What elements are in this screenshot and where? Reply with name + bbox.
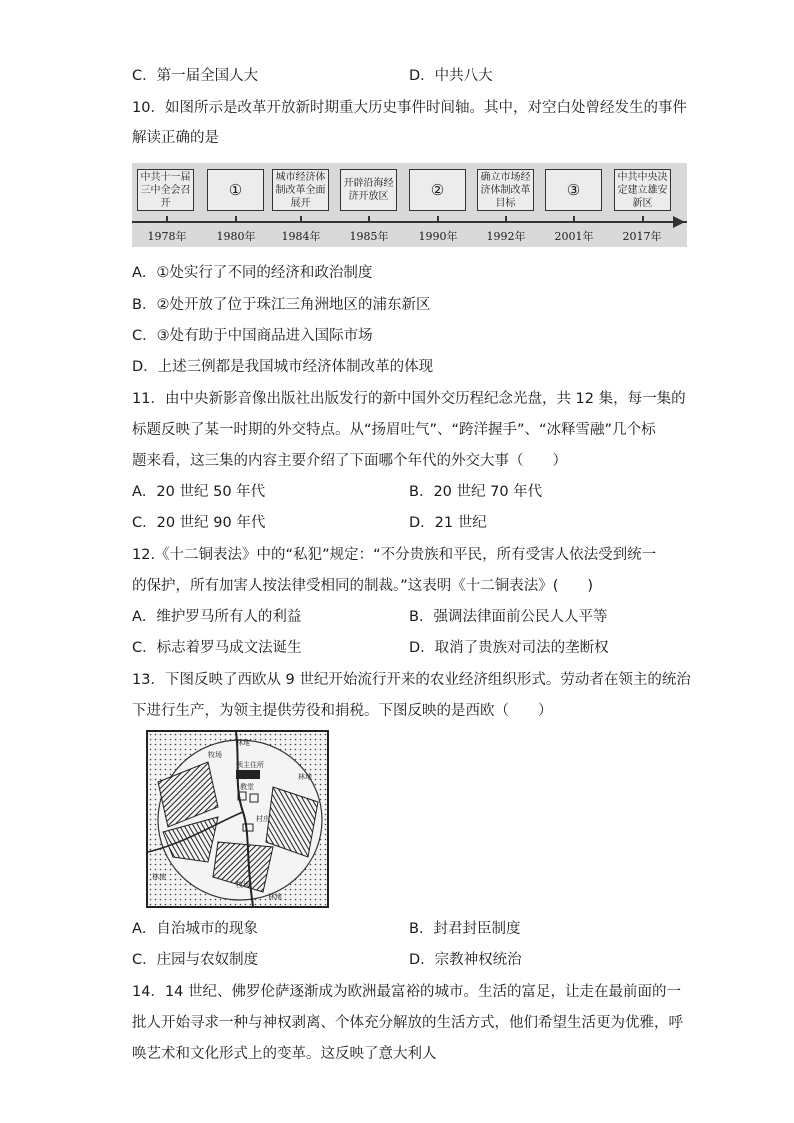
timeline-event-1: 中共十一届三中全会召开 <box>137 169 194 211</box>
timeline-event-4: 开辟沿海经济开放区 <box>340 169 397 211</box>
q12-option-d: D．取消了贵族对司法的垄断权 <box>409 640 609 656</box>
timeline-year: 2017年 <box>622 230 662 243</box>
timeline-year: 2001年 <box>554 230 594 243</box>
map-label-church: 教堂 <box>240 783 254 791</box>
q11-stem-line2: 标题反映了某一时期的外交特点。从“扬眉吐气”、“跨洋握手”、“冰释雪融”几个标 <box>132 422 656 438</box>
timeline-tick <box>166 216 168 223</box>
timeline-event-2: ① <box>207 169 264 211</box>
q12-stem-line1: 12.《十二铜表法》中的“私犯”规定：“不分贵族和平民，所有受害人依法受到统一 <box>132 547 657 563</box>
timeline-event-5: ② <box>409 169 466 211</box>
timeline-event-6: 确立市场经济体制改革目标 <box>477 169 534 211</box>
timeline-arrow-icon <box>673 216 685 228</box>
q9-option-c: C．第一届全国人大 <box>132 68 259 84</box>
timeline-year: 1978年 <box>147 230 187 243</box>
q10-option-d: D．上述三例都是我国城市经济体制改革的体现 <box>132 359 434 375</box>
q13-option-b: B．封君封臣制度 <box>409 921 521 937</box>
manor-map-figure <box>146 730 329 908</box>
timeline-event-8: 中共中央决定建立雄安新区 <box>614 169 671 211</box>
timeline-tick <box>368 216 370 223</box>
q10-stem-line1: 10．如图所示是改革开放新时期重大历史事件时间轴。其中，对空白处曾经发生的事件 <box>132 100 687 116</box>
timeline-year: 1984年 <box>281 230 321 243</box>
q13-option-c: C．庄园与农奴制度 <box>132 952 259 968</box>
map-label-woodland: 林地 <box>268 893 282 901</box>
q13-option-d: D．宗教神权统治 <box>409 952 522 968</box>
timeline-tick <box>573 216 575 223</box>
q13-stem-line2: 下进行生产，为领主提供劳役和捐税。下图反映的是西欧（ ） <box>132 703 553 719</box>
q11-stem-line1: 11．由中央新影音像出版社出版发行的新中国外交历程纪念光盘，共 12 集，每一集的 <box>132 391 686 407</box>
q13-option-a: A．自治城市的现象 <box>132 921 258 937</box>
timeline-event-3: 城市经济体制改革全面展开 <box>272 169 329 211</box>
q14-stem-line3: 唤艺术和文化形式上的变革。这反映了意大利人 <box>132 1046 437 1062</box>
timeline-year: 1980年 <box>216 230 256 243</box>
q14-stem-line2: 批人开始寻求一种与神权剥离、个体充分解放的生活方式，他们希望生活更为优雅，呼 <box>132 1015 683 1031</box>
q12-stem-line2: 的保护，所有加害人按法律受相同的制裁。”这表明《十二铜表法》( ) <box>132 578 594 594</box>
q9-option-d: D．中共八大 <box>409 68 493 84</box>
q10-option-b: B．②处开放了位于珠江三角洲地区的浦东新区 <box>132 297 431 313</box>
timeline-year: 1985年 <box>349 230 389 243</box>
timeline-tick <box>642 216 644 223</box>
map-label-pasture: 牧场 <box>236 881 250 889</box>
q11-stem-line3: 题来看，这三集的内容主要介绍了下面哪个年代的外交大事（ ） <box>132 453 567 469</box>
q12-option-c: C．标志着罗马成文法诞生 <box>132 640 302 656</box>
timeline-event-7: ③ <box>545 169 602 211</box>
q12-option-b: B．强调法律面前公民人人平等 <box>409 609 608 625</box>
map-label-woodland: 林地 <box>298 773 312 781</box>
q10-option-a: A．①处实行了不同的经济和政治制度 <box>132 265 373 281</box>
timeline-tick <box>437 216 439 223</box>
q11-option-c: C．20 世纪 90 年代 <box>132 515 266 531</box>
q11-option-a: A．20 世纪 50 年代 <box>132 484 266 500</box>
q11-option-b: B．20 世纪 70 年代 <box>409 484 543 500</box>
timeline-tick <box>235 216 237 223</box>
map-label-woodland: 林地 <box>236 739 250 747</box>
map-label-woodland: 林地 <box>152 873 166 881</box>
q13-stem-line1: 13．下图反映了西欧从 9 世纪开始流行开来的农业经济组织形式。劳动者在领主的统治 <box>132 672 691 688</box>
timeline-axis <box>132 221 687 223</box>
map-label-manor: 领主住所 <box>236 761 264 769</box>
q14-stem-line1: 14．14 世纪、佛罗伦萨逐渐成为欧洲最富裕的城市。生活的富足，让走在最前面的一 <box>132 984 682 1000</box>
timeline-tick <box>300 216 302 223</box>
q10-stem-line2: 解读正确的是 <box>132 130 219 146</box>
q11-option-d: D．21 世纪 <box>409 515 487 531</box>
q12-option-a: A．维护罗马所有人的利益 <box>132 609 302 625</box>
timeline-year: 1990年 <box>418 230 458 243</box>
map-label-village: 村庄 <box>256 815 270 823</box>
q10-timeline <box>132 163 687 247</box>
timeline-year: 1992年 <box>486 230 526 243</box>
timeline-tick <box>505 216 507 223</box>
q10-option-c: C．③处有助于中国商品进入国际市场 <box>132 328 373 344</box>
map-label-pasture: 牧场 <box>208 751 222 759</box>
